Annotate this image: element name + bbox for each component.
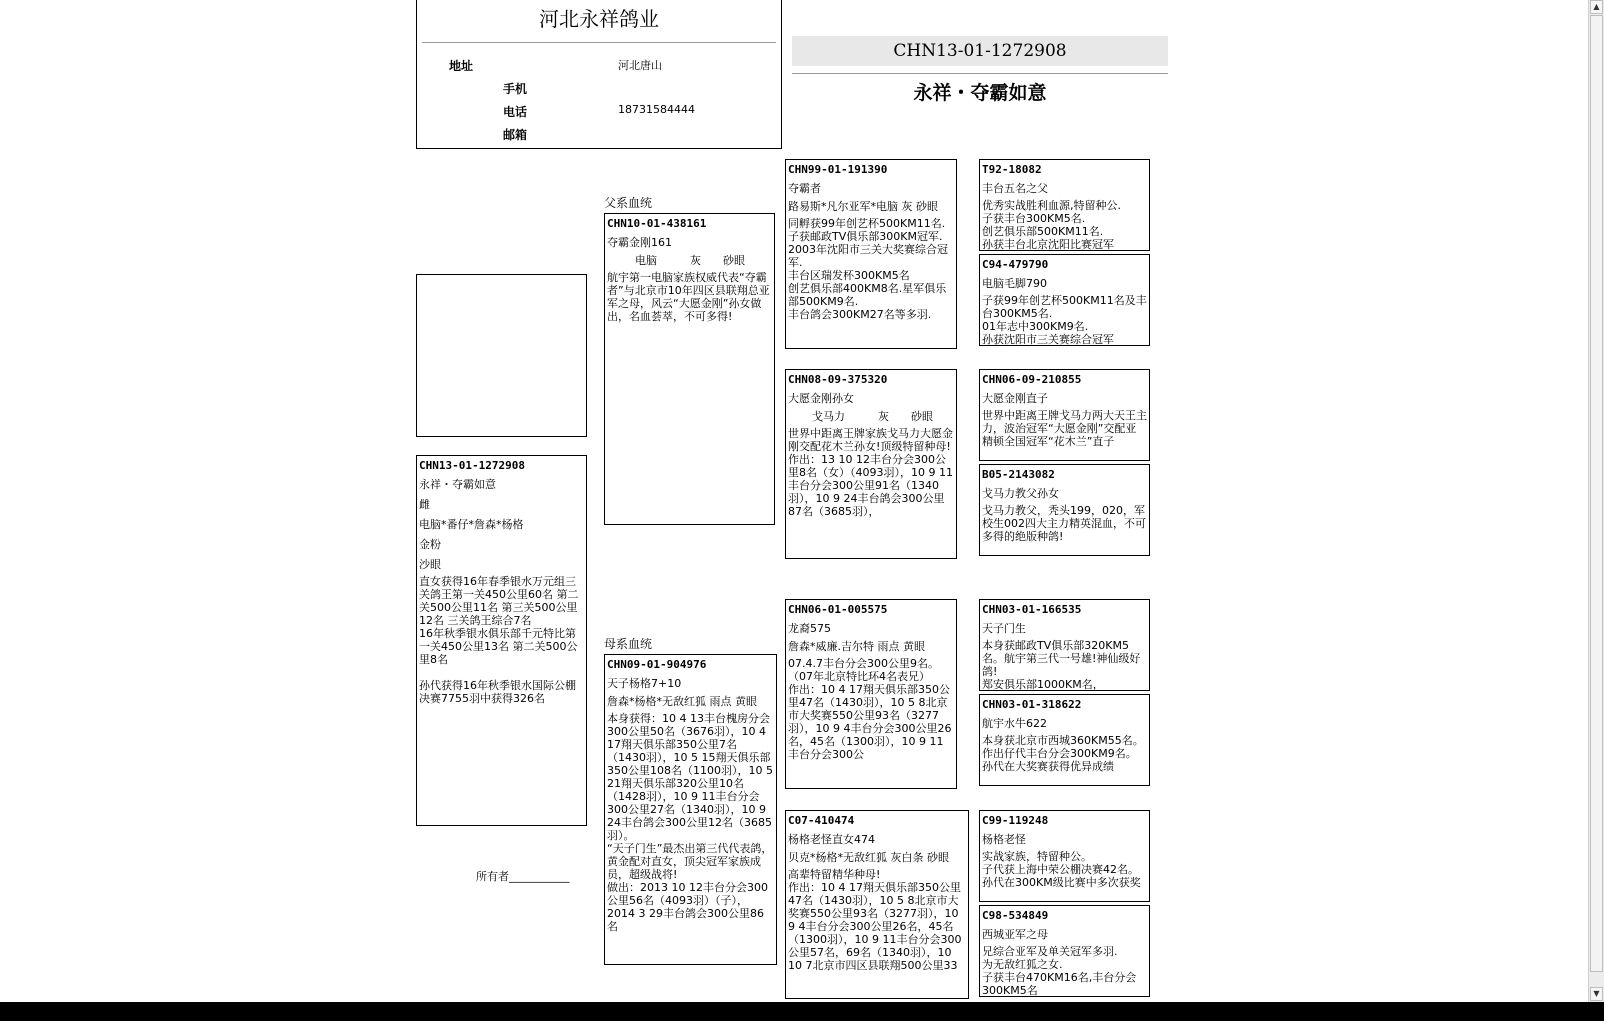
sire-name: 夺霸金刚161 bbox=[607, 236, 672, 249]
phone-label: 电话 bbox=[503, 105, 528, 119]
dds-card bbox=[979, 810, 1150, 902]
ddd-ring: C98-534849 bbox=[982, 909, 1049, 922]
subject-name: 永祥・夺霸如意 bbox=[419, 478, 496, 491]
sire-sire-attributes: 路易斯*凡尔亚军*电脑 灰 砂眼 bbox=[788, 200, 938, 213]
bottom-bar bbox=[0, 1002, 1604, 1021]
sire-line-label: 父系血统 bbox=[604, 196, 653, 210]
dam-ring: CHN09-01-904976 bbox=[607, 658, 707, 671]
pigeon-photo bbox=[416, 274, 587, 437]
scrollbar-thumb[interactable] bbox=[1590, 15, 1603, 972]
dam-card bbox=[604, 654, 777, 965]
sire-description: 航宇第一电脑家族权威代表“夺霸者”与北京市10年四区县联翔总亚军之母，风云“大愿金刚”孙女做出，名血荟萃，不可多得! bbox=[607, 271, 770, 323]
sire-card bbox=[604, 213, 775, 525]
ssd-name: 电脑毛脚790 bbox=[982, 277, 1047, 290]
dam-sire-description: 07.4.7丰台分会300公里9名。（07年北京特比环4名表兄） 作出：10 4 17翔天俱乐部350公里47名（1430羽），10 5 8北京市大奖赛550公里93名（3277羽），10 9 4丰台分会300公里26名，45名（1300羽），10 9 11丰台分会300公 bbox=[788, 657, 952, 761]
dsd-ring: CHN03-01-318622 bbox=[982, 698, 1082, 711]
scroll-up-icon[interactable]: ▲ bbox=[1590, 0, 1603, 14]
owner-line bbox=[476, 868, 570, 884]
dam-dam-card bbox=[785, 810, 969, 999]
dam-attributes: 詹森*杨格*无敌红狐 雨点 黄眼 bbox=[607, 695, 757, 708]
dam-name: 天子杨格7+10 bbox=[607, 677, 682, 690]
title-divider bbox=[792, 73, 1168, 74]
sire-sire-card bbox=[785, 159, 957, 349]
sire-ring: CHN10-01-438161 bbox=[607, 217, 707, 230]
dam-dam-attributes: 贝克*杨格*无敌红狐 灰白条 砂眼 bbox=[788, 851, 949, 864]
dam-dam-name: 杨格老怪直女474 bbox=[788, 833, 875, 846]
subject-eye: 沙眼 bbox=[419, 558, 441, 571]
owner-label: 所有者 bbox=[476, 870, 509, 883]
dam-line-label: 母系血统 bbox=[604, 637, 653, 651]
sdd-name: 戈马力教父孙女 bbox=[982, 487, 1059, 500]
dsd-name: 航宇水牛622 bbox=[982, 717, 1047, 730]
sds-description: 世界中距离王牌戈马力两大天王主力，波治冠军“大愿金刚”交配亚精顿全国冠军“花木兰”直子 bbox=[982, 409, 1147, 448]
sss-name: 丰台五名之父 bbox=[982, 182, 1048, 195]
dds-description: 实战家族，特留种公。 子代获上海中荣公棚决赛42名。 孙代在300KM级比赛中多次获奖 bbox=[982, 850, 1141, 889]
subject-color: 金粉 bbox=[419, 538, 441, 551]
sire-attributes: 电脑 灰 砂眼 bbox=[635, 254, 745, 267]
sss-description: 优秀实战胜利血源,特留种公. 子获丰台300KM5名. 创艺俱乐部500KM11名. 孙获丰台北京沈阳比赛冠军 bbox=[982, 199, 1121, 251]
ssd-description: 子获99年创艺杯500KM11名及丰台300KM5名. 01年志中300KM9名. 孙获沈阳市三关赛综合冠军 bbox=[982, 294, 1147, 346]
header-divider bbox=[422, 42, 776, 43]
dss-ring: CHN03-01-166535 bbox=[982, 603, 1082, 616]
subject-description: 直女获得16年春季银水万元组三关鸽王第一关450公里60名 第二关500公里11名 第三关500公里12名 三关鸽王综合7名 16年秋季银水俱乐部千元特比第一关450公里13名 第二关500公里8名 孙代获得16年秋季银水国际公棚决赛7755羽中获得326名 bbox=[419, 575, 579, 705]
breeder-title: 河北永祥鸽业 bbox=[539, 7, 659, 31]
dds-name: 杨格老怪 bbox=[982, 833, 1026, 846]
dam-sire-attributes: 詹森*威廉.吉尔特 雨点 黄眼 bbox=[788, 640, 925, 653]
sire-dam-name: 大愿金刚孙女 bbox=[788, 392, 854, 405]
address-value: 河北唐山 bbox=[618, 59, 662, 72]
sss-card bbox=[979, 159, 1150, 251]
dss-description: 本身获邮政TV俱乐部320KM5名。航宇第三代一号雄!神仙级好鸽! 郑安俱乐部1000KM名， bbox=[982, 639, 1141, 691]
sdd-ring: B05-2143082 bbox=[982, 468, 1055, 481]
subject-strain: 电脑*番仔*詹森*杨格 bbox=[419, 518, 524, 531]
sire-dam-card bbox=[785, 369, 957, 559]
email-label: 邮箱 bbox=[503, 128, 528, 142]
sire-dam-description: 世界中距离王牌家族戈马力大愿金刚交配花木兰孙女!顶级特留种母! 作出：13 10 12丰台分会300公里8名（女）（4093羽），10 9 11丰台分会300公里91名（1340羽），10 9 24丰台鸽会300公里87名（3685羽）， bbox=[788, 427, 953, 518]
ddd-name: 西城亚军之母 bbox=[982, 928, 1048, 941]
pigeon-ring-banner: CHN13-01-1272908 bbox=[792, 36, 1168, 66]
ddd-card bbox=[979, 905, 1150, 997]
dam-sire-ring: CHN06-01-005575 bbox=[788, 603, 888, 616]
dam-sire-name: 龙裔575 bbox=[788, 622, 831, 635]
sds-name: 大愿金刚直子 bbox=[982, 392, 1048, 405]
dam-sire-card bbox=[785, 599, 957, 789]
dsd-description: 本身获北京市西城360KM55名。 作出仔代丰台分会300KM9名。 孙代在大奖赛获得优异成绩 bbox=[982, 734, 1144, 773]
dss-name: 天子门生 bbox=[982, 622, 1026, 635]
breeder-header bbox=[416, 0, 782, 149]
dam-description: 本身获得：10 4 13丰台槐房分会300公里50名（3676羽），10 4 17翔天俱乐部350公里7名（1430羽），10 5 15翔天俱乐部350公里108名（1100羽），10 5 21翔天俱乐部320公里10名（1428羽），10 9 11丰台分会300公里27名（1340羽），10 9 24丰台鸽会300公里12名（3685羽）。 “天子门生”最杰出第三代代表鸽，黄金配对直女，顶尖冠军家族成员，超级战将! 做出：2013 10 12丰台分会300公里56名（4093羽）（子），2014 3 29丰台鸽会300公里86名 bbox=[607, 712, 773, 933]
ssd-card bbox=[979, 254, 1150, 346]
subject-ring: CHN13-01-1272908 bbox=[419, 459, 525, 472]
dam-dam-ring: C07-410474 bbox=[788, 814, 855, 827]
sss-ring: T92-18082 bbox=[982, 163, 1042, 176]
ddd-description: 兄综合亚军及单关冠军多羽. 为无敌红狐之女. 子获丰台470KM16名,丰台分会300KM5名 bbox=[982, 945, 1137, 997]
dss-card bbox=[979, 599, 1150, 691]
sire-dam-attributes: 戈马力 灰 砂眼 bbox=[812, 410, 933, 423]
scroll-down-icon[interactable]: ▼ bbox=[1590, 987, 1603, 1001]
owner-value: ___________ bbox=[509, 870, 570, 883]
dsd-card bbox=[979, 694, 1150, 786]
subject-sex: 雌 bbox=[419, 498, 430, 511]
sire-sire-name: 夺霸者 bbox=[788, 182, 821, 195]
mobile-label: 手机 bbox=[503, 82, 528, 96]
pigeon-name-title: 永祥・夺霸如意 bbox=[913, 82, 1047, 104]
subject-card bbox=[416, 455, 587, 826]
sds-ring: CHN06-09-210855 bbox=[982, 373, 1082, 386]
address-label: 地址 bbox=[449, 59, 474, 73]
sds-card bbox=[979, 369, 1150, 461]
sire-dam-ring: CHN08-09-375320 bbox=[788, 373, 888, 386]
sire-sire-description: 同孵获99年创艺杯500KM11名. 子获邮政TV俱乐部300KM冠军. 2003年沈阳市三关大奖赛综合冠军. 丰台区瑞发杯300KM5名 创艺俱乐部400KM8名.星军俱乐部500KM9名. 丰台鸽会300KM27名等多羽. bbox=[788, 217, 948, 321]
dds-ring: C99-119248 bbox=[982, 814, 1049, 827]
vertical-scrollbar[interactable] bbox=[1588, 0, 1604, 1002]
dam-dam-description: 高辈特留精华种母! 作出：10 4 17翔天俱乐部350公里47名（1430羽），10 5 8北京市大奖赛550公里93名（3277羽），10 9 4丰台分会300公里26名，45名（1300羽），10 9 11丰台分会300公里57名，69名（1340羽），10 10 7北京市四区县联翔500公里33 bbox=[788, 868, 962, 972]
sire-sire-ring: CHN99-01-191390 bbox=[788, 163, 888, 176]
sdd-card bbox=[979, 464, 1150, 556]
ssd-ring: C94-479790 bbox=[982, 258, 1049, 271]
sdd-description: 戈马力教父，秃头199，020，军校生002四大主力精英混血，不可多得的绝版种鸽! bbox=[982, 504, 1146, 543]
phone-value: 18731584444 bbox=[618, 103, 695, 116]
